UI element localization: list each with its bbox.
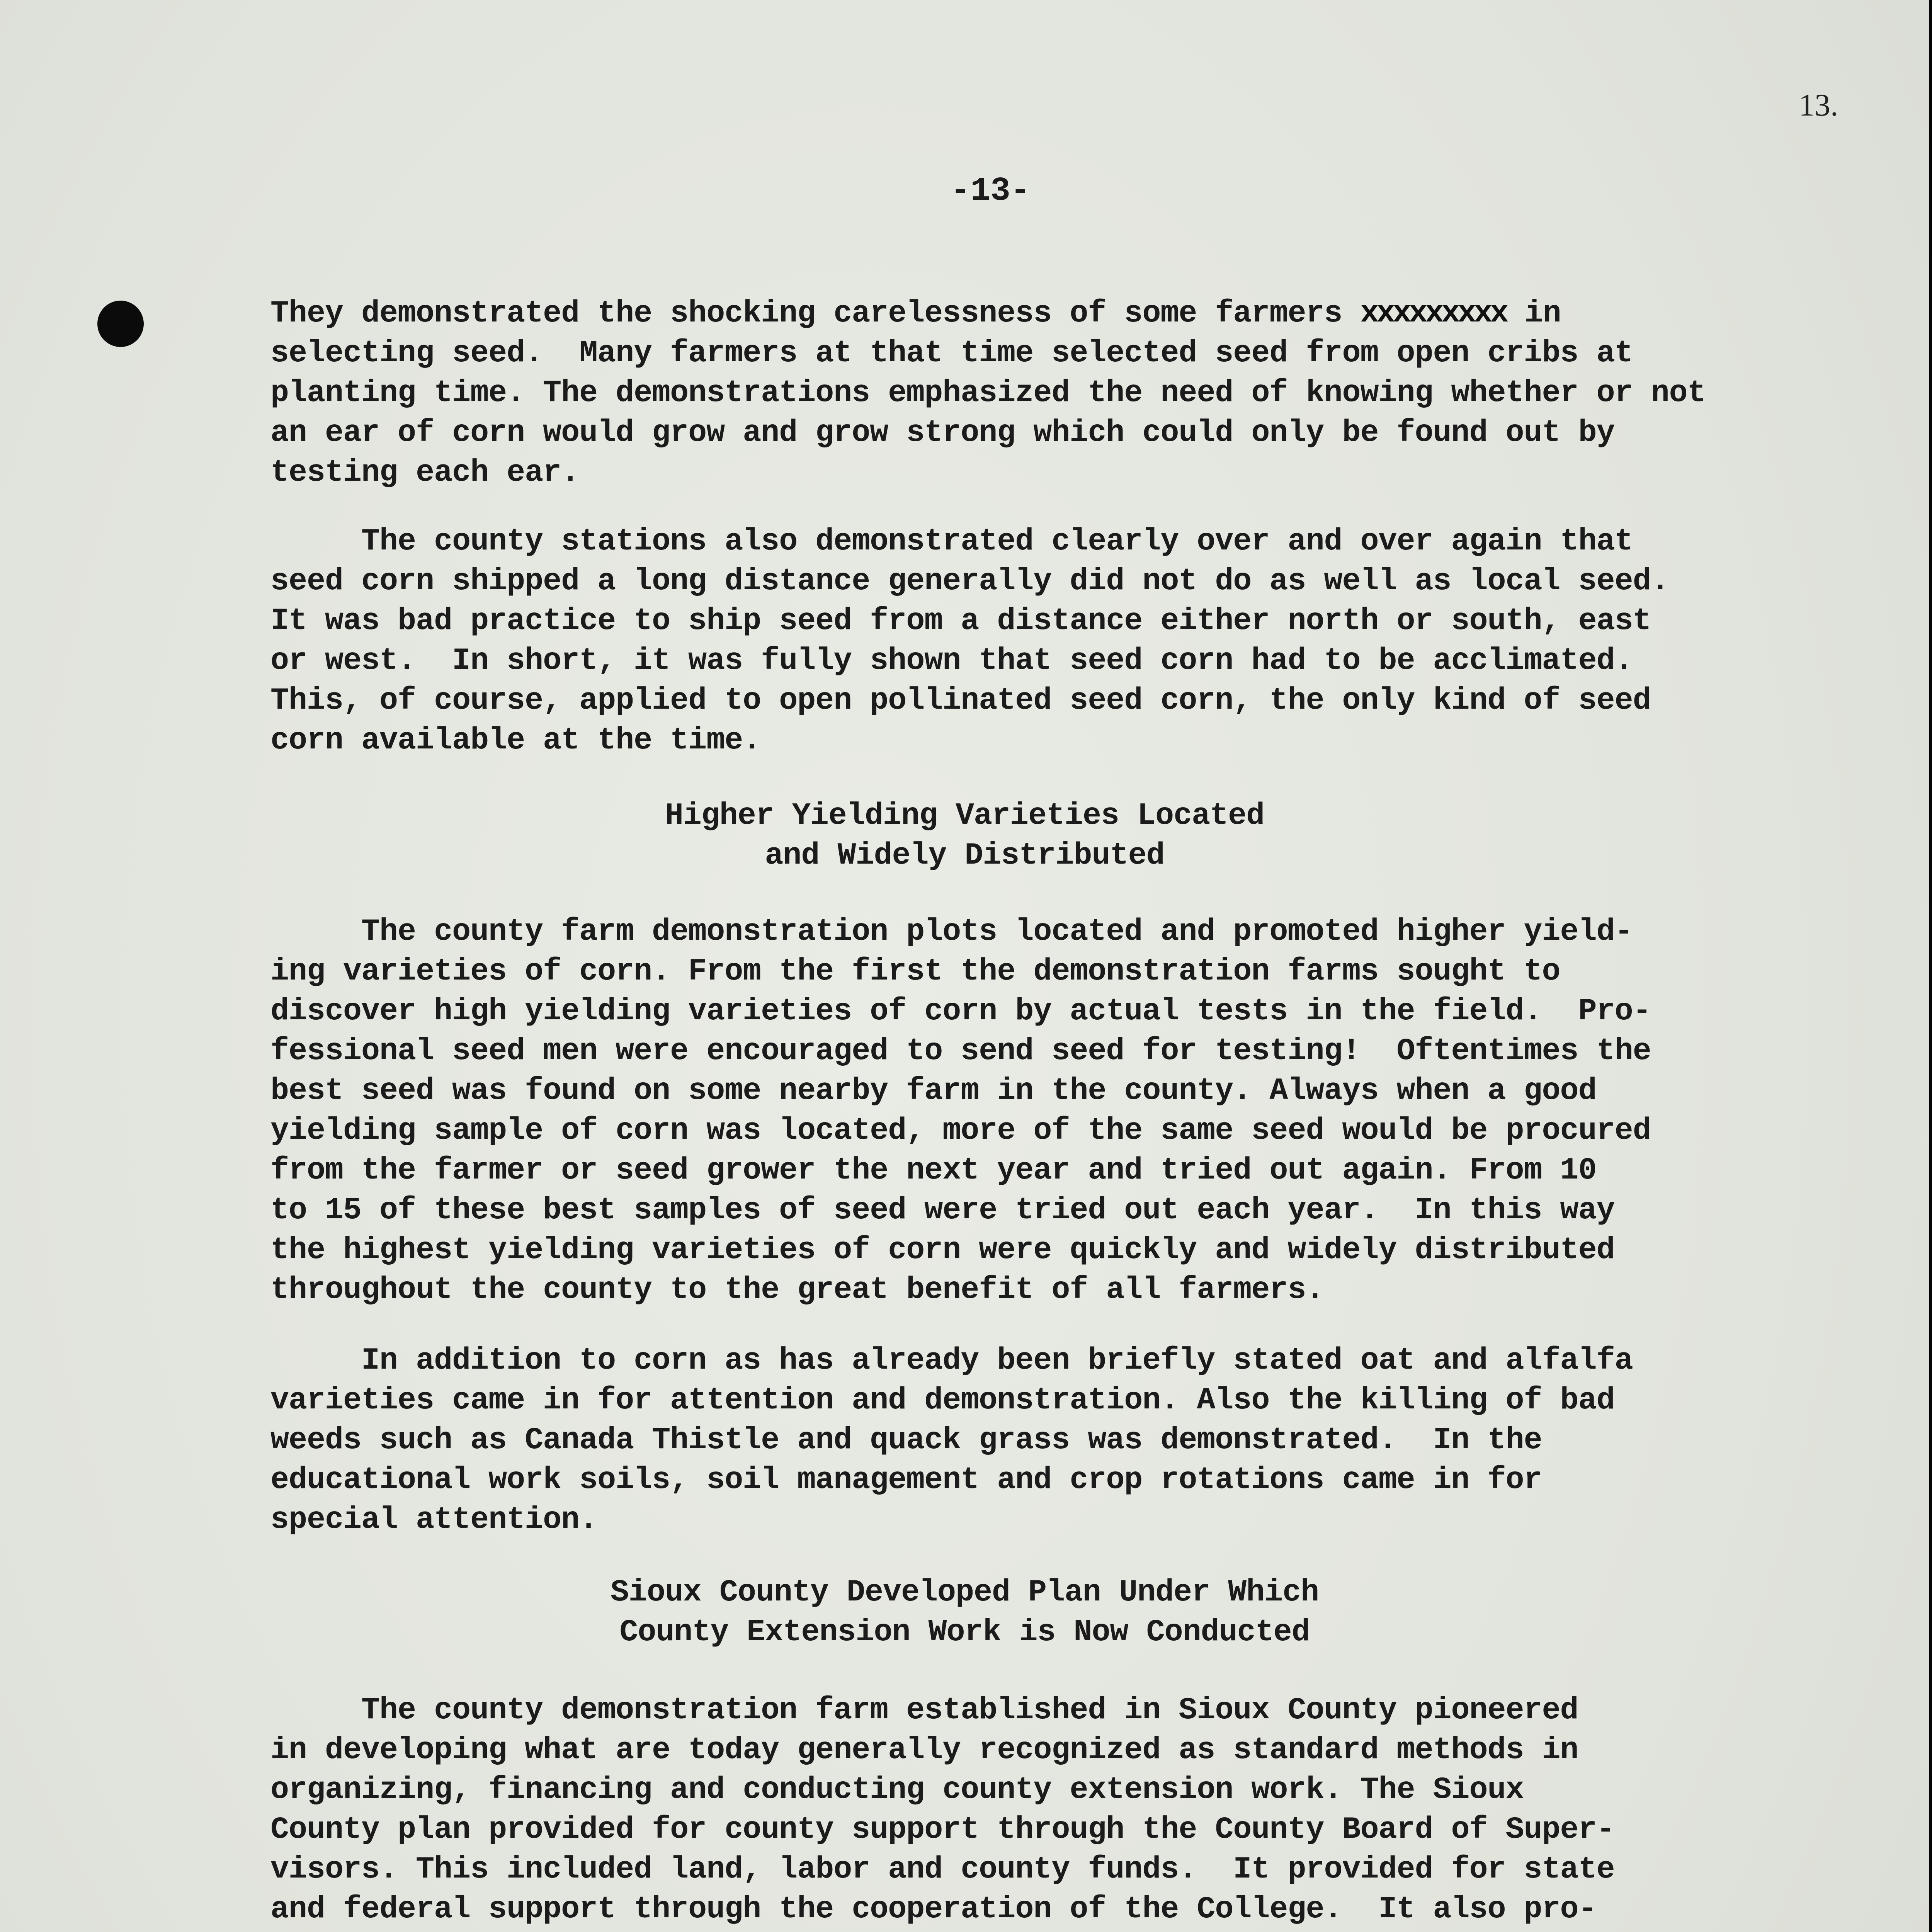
text-line: fessional seed men were encouraged to send seed for testing! Oftentimes the: [270, 1034, 1651, 1069]
text-line: The county farm demonstration plots located and promoted higher yield-: [270, 914, 1633, 949]
text-line: educational work soils, soil management and crop rotations came in for: [270, 1463, 1542, 1498]
text-line: County plan provided for county support through the County Board of Super-: [270, 1812, 1615, 1847]
text-line: They demonstrated the shocking carelessness of some farmers xxxxxxxxx in: [270, 296, 1561, 331]
text-line: selecting seed. Many farmers at that time selected seed from open cribs at: [270, 336, 1633, 371]
text-line: special attention.: [270, 1502, 598, 1537]
text-line: organizing, financing and conducting county extension work. The Sioux: [270, 1772, 1524, 1808]
paragraph-county-stations: [270, 522, 1816, 760]
section-heading-sioux-county-plan: [0, 1573, 1929, 1652]
text-line: to 15 of these best samples of seed were tried out each year. In this way: [270, 1193, 1615, 1228]
paragraph-oat-alfalfa: [270, 1341, 1816, 1540]
text-line: weeds such as Canada Thistle and quack grass was demonstrated. In the: [270, 1423, 1542, 1458]
paragraph-demonstration-plots: [270, 912, 1816, 1310]
heading-line: and Widely Distributed: [765, 838, 1165, 873]
text-line: from the farmer or seed grower the next year and tried out again. From 10: [270, 1153, 1597, 1188]
text-line: In addition to corn as has already been briefly stated oat and alfalfa: [270, 1343, 1633, 1378]
punch-hole-top: [97, 301, 144, 347]
text-line: planting time. The demonstrations emphasized the need of knowing whether or not: [270, 376, 1706, 411]
text-line: throughout the county to the great benefit of all farmers.: [270, 1272, 1324, 1308]
text-line: It was bad practice to ship seed from a distance either north or south, east: [270, 604, 1651, 639]
text-line: corn available at the time.: [270, 723, 761, 758]
text-line: or west. In short, it was fully shown that seed corn had to be acclimated.: [270, 643, 1633, 679]
text-line: best seed was found on some nearby farm in the county. Always when a good: [270, 1073, 1597, 1109]
text-line: The county stations also demonstrated clearly over and over again that: [270, 524, 1633, 559]
heading-line: County Extension Work is Now Conducted: [619, 1615, 1310, 1650]
heading-line: Sioux County Developed Plan Under Which: [610, 1575, 1319, 1610]
text-line: This, of course, applied to open pollinated seed corn, the only kind of seed: [270, 683, 1651, 718]
text-line: ing varieties of corn. From the first the demonstration farms sought to: [270, 954, 1560, 989]
text-line: in developing what are today generally recognized as standard methods in: [270, 1733, 1578, 1768]
text-line: visors. This included land, labor and county funds. It provided for state: [270, 1852, 1615, 1887]
struck-out-word: xxxxxxxxx: [1360, 296, 1507, 331]
text-line: The county demonstration farm established in Sioux County pioneered: [270, 1693, 1578, 1728]
text-line: seed corn shipped a long distance generally did not do as well as local seed.: [270, 564, 1669, 599]
text-line: discover high yielding varieties of corn by actual tests in the field. Pro-: [270, 994, 1651, 1029]
text-line: [270, 1929, 1816, 1932]
paragraph-demonstration-farm: [270, 1690, 1816, 1932]
text-line: yielding sample of corn was located, more of the same seed would be procured: [270, 1113, 1651, 1148]
text-line: an ear of corn would grow and grow strong which could only be found out by: [270, 415, 1615, 451]
page-number: -13-: [951, 172, 1031, 210]
text-line: varieties came in for attention and demonstration. Also the killing of bad: [270, 1383, 1615, 1418]
heading-line: Higher Yielding Varieties Located: [665, 798, 1265, 833]
paragraph-seed-selection: [270, 294, 1816, 493]
handwritten-page-number: 13.: [1799, 87, 1838, 122]
text-line: and federal support through the cooperation of the College. It also pro-: [270, 1892, 1597, 1927]
section-heading-higher-yielding: [0, 796, 1929, 876]
text-line: the highest yielding varieties of corn were quickly and widely distributed: [270, 1233, 1615, 1268]
text-line: testing each ear.: [270, 455, 580, 490]
